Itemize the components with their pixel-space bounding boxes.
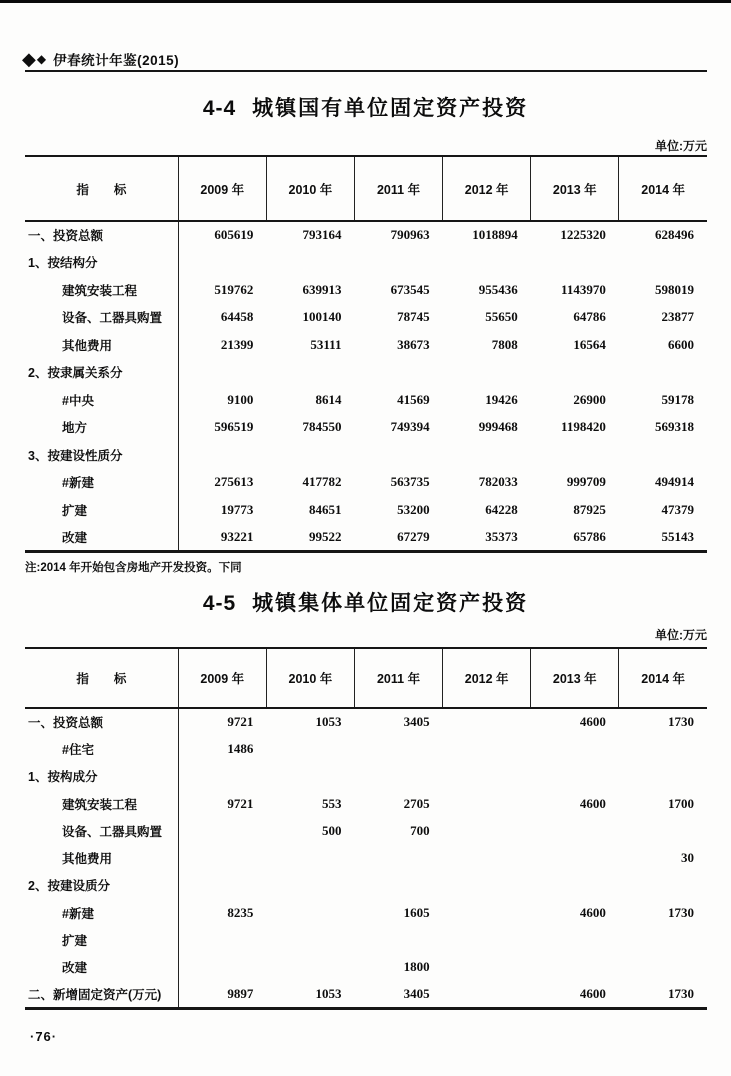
table-row [25, 926, 707, 953]
cell-value [354, 441, 442, 469]
cell-value: 1143970 [561, 281, 606, 297]
cell-value: 64458 [220, 309, 254, 325]
table1-title-text: 城镇国有单位固定资产投资 [252, 97, 529, 120]
cell-value [443, 763, 531, 790]
cell-value [531, 249, 619, 277]
table-row [25, 872, 707, 899]
cell-value: 35373 [485, 528, 518, 544]
cell-value: 8614 [315, 391, 342, 407]
cell-value [443, 981, 531, 1008]
cell-value: 563735 [390, 474, 430, 490]
table-row [25, 469, 707, 497]
table-row [25, 441, 707, 469]
cell-value: 955436 [478, 281, 518, 297]
cell-value: 1700 [668, 795, 694, 811]
cell-value [443, 926, 531, 953]
cell-value: 519762 [214, 281, 254, 297]
cell-value: 4600 [579, 795, 606, 811]
row-label: 二、新增固定资产(万元) [25, 981, 178, 1008]
cell-value: 569318 [655, 419, 694, 435]
row-label: 一、投资总额 [25, 221, 178, 249]
header-rule [25, 70, 707, 72]
cell-value: 6600 [668, 336, 694, 352]
cell-value: 673545 [390, 281, 430, 297]
row-label: 一、投资总额 [25, 708, 178, 735]
cell-value: 7808 [491, 336, 518, 352]
cell-value [354, 844, 442, 871]
cell-value: 9721 [227, 714, 254, 730]
cell-value: 100140 [302, 309, 342, 325]
table2-header-row [25, 648, 707, 708]
diamond-icon: ◆ [36, 52, 47, 66]
year-column-header: 2014 年 [619, 156, 707, 221]
cell-value: 9897 [227, 985, 254, 1001]
row-label: 扩建 [25, 926, 178, 953]
cell-value: 639913 [302, 281, 342, 297]
table2-title [0, 587, 731, 617]
cell-value [531, 817, 619, 844]
cell-value: 16564 [573, 336, 606, 352]
indicator-column-header: 指 标 [25, 648, 178, 708]
table1-title [0, 92, 731, 122]
cell-value [178, 844, 266, 871]
row-label: 1、按结构分 [25, 249, 178, 277]
cell-value [443, 735, 531, 762]
cell-value [178, 817, 266, 844]
table-row [25, 386, 707, 414]
cell-value: 93221 [220, 528, 254, 544]
cell-value [619, 249, 707, 277]
cell-value [531, 872, 619, 899]
cell-value [443, 790, 531, 817]
cell-value: 793164 [302, 227, 342, 243]
table-row [25, 708, 707, 735]
table-row [25, 981, 707, 1008]
cell-value [619, 359, 707, 387]
table2-body [25, 708, 707, 1008]
cell-value [619, 735, 707, 762]
cell-value: 1053 [315, 985, 342, 1001]
cell-value: 605619 [214, 227, 254, 243]
cell-value [178, 926, 266, 953]
cell-value: 1053 [315, 714, 342, 730]
cell-value [443, 708, 531, 735]
cell-value [443, 817, 531, 844]
year-column-header: 2014 年 [619, 648, 707, 708]
cell-value [354, 249, 442, 277]
cell-value [178, 441, 266, 469]
cell-value: 1730 [668, 904, 694, 920]
cell-value: 99522 [308, 528, 342, 544]
row-label: 改建 [25, 954, 178, 981]
row-label: 扩建 [25, 496, 178, 524]
cell-value [443, 872, 531, 899]
cell-value [531, 359, 619, 387]
cell-value [266, 359, 354, 387]
cell-value: 53111 [310, 336, 342, 352]
row-label: 其他费用 [25, 331, 178, 359]
cell-value [354, 872, 442, 899]
cell-value [266, 899, 354, 926]
cell-value: 999468 [478, 419, 518, 435]
cell-value: 999709 [566, 474, 606, 490]
table1-header-row [25, 156, 707, 221]
cell-value: 9721 [227, 795, 254, 811]
cell-value: 790963 [390, 227, 430, 243]
cell-value: 1225320 [560, 227, 606, 243]
cell-value [443, 954, 531, 981]
cell-value: 1018894 [472, 227, 518, 243]
scan-artifact-top [0, 0, 731, 3]
cell-value: 4600 [579, 904, 606, 920]
cell-value: 700 [410, 822, 430, 838]
cell-value: 275613 [214, 474, 254, 490]
row-label: 3、按建设性质分 [25, 441, 178, 469]
cell-value: 55650 [485, 309, 518, 325]
cell-value: 500 [321, 822, 342, 838]
cell-value [619, 954, 707, 981]
cell-value: 598019 [655, 281, 694, 297]
cell-value: 4600 [579, 714, 606, 730]
cell-value: 64228 [485, 501, 518, 517]
year-column-header: 2009 年 [178, 648, 266, 708]
table1-unit-label: 单位:万元 [655, 139, 707, 153]
table-row [25, 844, 707, 871]
page-number: ·76· [30, 1029, 58, 1044]
cell-value: 19773 [220, 501, 254, 517]
year-column-header: 2011 年 [354, 648, 442, 708]
table-row [25, 496, 707, 524]
cell-value [354, 926, 442, 953]
page-header [22, 48, 179, 70]
cell-value: 1198420 [561, 419, 606, 435]
cell-value: 55143 [661, 528, 694, 544]
cell-value [443, 844, 531, 871]
row-label: #新建 [25, 899, 178, 926]
row-label: 地方 [25, 414, 178, 442]
row-label: 2、按隶属关系分 [25, 359, 178, 387]
cell-value [178, 954, 266, 981]
diamond-icon: ◆ [22, 49, 36, 69]
year-column-header: 2010 年 [266, 648, 354, 708]
cell-value [531, 763, 619, 790]
cell-value [531, 844, 619, 871]
year-column-header: 2009 年 [178, 156, 266, 221]
cell-value [354, 763, 442, 790]
table-row [25, 304, 707, 332]
table-row [25, 414, 707, 442]
table-row [25, 954, 707, 981]
table2 [25, 647, 707, 1010]
cell-value: 78745 [397, 309, 430, 325]
table-row [25, 331, 707, 359]
cell-value [531, 441, 619, 469]
year-column-header: 2013 年 [531, 648, 619, 708]
cell-value: 23877 [661, 309, 694, 325]
year-column-header: 2012 年 [443, 648, 531, 708]
table-row [25, 763, 707, 790]
table2-number: 4-5 [202, 592, 237, 615]
row-label: 1、按构成分 [25, 763, 178, 790]
cell-value: 417782 [302, 474, 342, 490]
cell-value: 749394 [390, 419, 430, 435]
table1-number: 4-4 [202, 97, 237, 120]
cell-value: 3405 [403, 714, 430, 730]
cell-value: 41569 [397, 391, 430, 407]
cell-value [619, 872, 707, 899]
cell-value [354, 359, 442, 387]
row-label: 设备、工器具购置 [25, 304, 178, 332]
cell-value [354, 735, 442, 762]
cell-value: 21399 [220, 336, 254, 352]
cell-value [531, 954, 619, 981]
table-row [25, 359, 707, 387]
cell-value [178, 872, 266, 899]
cell-value: 553 [321, 795, 342, 811]
cell-value [266, 926, 354, 953]
cell-value: 784550 [302, 419, 342, 435]
cell-value: 65786 [573, 528, 606, 544]
cell-value: 1486 [227, 740, 254, 756]
table1-body [25, 221, 707, 551]
cell-value [266, 249, 354, 277]
cell-value: 30 [681, 850, 694, 866]
cell-value: 19426 [485, 391, 518, 407]
cell-value: 3405 [403, 985, 430, 1001]
table-row [25, 899, 707, 926]
cell-value: 26900 [573, 391, 606, 407]
cell-value [266, 735, 354, 762]
yearbook-title: 伊春统计年鉴(2015) [53, 53, 180, 68]
table1 [25, 155, 707, 553]
cell-value [266, 763, 354, 790]
cell-value [178, 249, 266, 277]
cell-value: 53200 [397, 501, 430, 517]
cell-value [443, 359, 531, 387]
row-label: 改建 [25, 524, 178, 552]
cell-value [266, 441, 354, 469]
year-column-header: 2011 年 [354, 156, 442, 221]
cell-value [619, 441, 707, 469]
table-row [25, 524, 707, 552]
cell-value [619, 926, 707, 953]
cell-value: 4600 [579, 985, 606, 1001]
cell-value [619, 817, 707, 844]
table-row [25, 276, 707, 304]
cell-value: 84651 [308, 501, 342, 517]
table-row [25, 790, 707, 817]
indicator-column-header: 指 标 [25, 156, 178, 221]
cell-value: 38673 [397, 336, 430, 352]
table-row [25, 221, 707, 249]
row-label: 其他费用 [25, 844, 178, 871]
row-label: #住宅 [25, 735, 178, 762]
table1-note: 注:2014 年开始包含房地产开发投资。下同 [25, 562, 242, 574]
row-label: #新建 [25, 469, 178, 497]
cell-value [443, 249, 531, 277]
cell-value: 64786 [573, 309, 606, 325]
row-label: 设备、工器具购置 [25, 817, 178, 844]
cell-value: 782033 [478, 474, 518, 490]
row-label: 建筑安装工程 [25, 790, 178, 817]
cell-value [443, 441, 531, 469]
cell-value: 628496 [655, 227, 694, 243]
row-label: 2、按建设质分 [25, 872, 178, 899]
cell-value [266, 872, 354, 899]
cell-value: 596519 [214, 419, 254, 435]
cell-value [531, 735, 619, 762]
cell-value: 9100 [227, 391, 254, 407]
year-column-header: 2010 年 [266, 156, 354, 221]
cell-value: 1605 [403, 904, 430, 920]
cell-value: 8235 [227, 904, 254, 920]
cell-value [531, 926, 619, 953]
year-column-header: 2012 年 [443, 156, 531, 221]
cell-value: 67279 [397, 528, 430, 544]
cell-value: 1730 [668, 985, 694, 1001]
cell-value [266, 954, 354, 981]
cell-value [443, 899, 531, 926]
cell-value [178, 763, 266, 790]
year-column-header: 2013 年 [531, 156, 619, 221]
row-label: 建筑安装工程 [25, 276, 178, 304]
cell-value: 87925 [573, 501, 606, 517]
cell-value: 2705 [403, 795, 430, 811]
cell-value [178, 359, 266, 387]
table-row [25, 249, 707, 277]
table2-unit-label: 单位:万元 [655, 628, 707, 642]
table2-title-text: 城镇集体单位固定资产投资 [252, 592, 529, 615]
table-row [25, 735, 707, 762]
cell-value: 59178 [661, 391, 694, 407]
cell-value [619, 763, 707, 790]
table-row [25, 817, 707, 844]
row-label: #中央 [25, 386, 178, 414]
cell-value: 47379 [661, 501, 694, 517]
cell-value [266, 844, 354, 871]
cell-value: 1800 [403, 959, 430, 975]
cell-value: 1730 [668, 714, 694, 730]
cell-value: 494914 [655, 474, 694, 490]
